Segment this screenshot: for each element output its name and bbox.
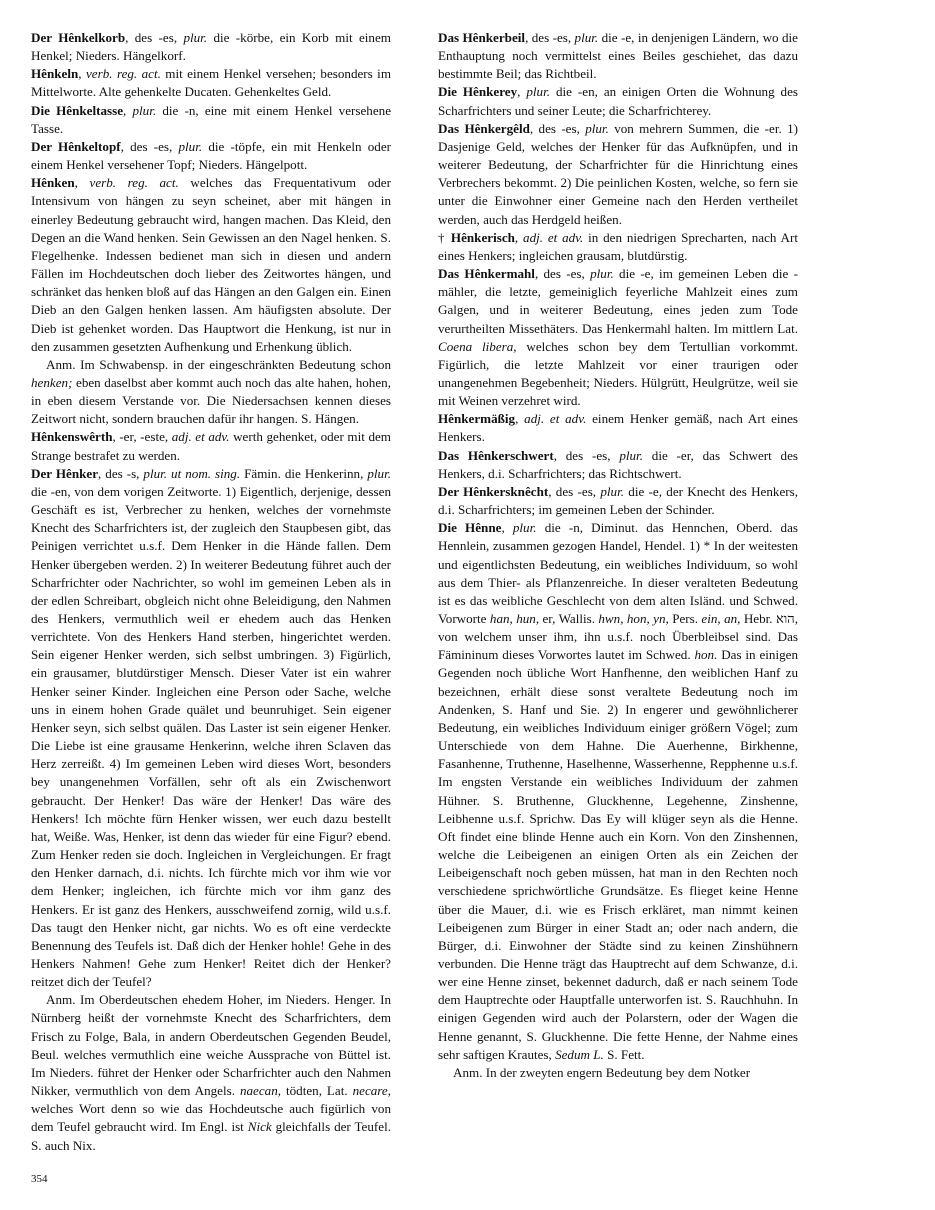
entry-text: , des -es,	[125, 30, 184, 45]
entry-text: von mehrern Summen, die -er. 1) Dasjenige Geld, welches der Henker für das Aufknüpfen, und in weiterer Bedeutung, der Scharfrichter für die Hinrichtung eines Verbrechers bekommt. 2) Die peinlichen Kosten, welche, so fern sie unter die Einwohner einer Gemeine nach den Herden vertheilet werden, auch das Herdgeld heißen.	[438, 120, 798, 227]
entry-headword: Das Hênkerbeil	[438, 30, 526, 45]
italic-term: adj. et adv.	[171, 429, 230, 445]
entry-text: ,	[78, 66, 86, 82]
page-number: 354	[31, 1173, 48, 1185]
italic-term: plur.	[178, 138, 203, 154]
dictionary-entry	[438, 265, 798, 410]
dictionary-entry	[438, 483, 798, 519]
italic-term: Coena libera,	[438, 338, 517, 354]
right-column	[438, 29, 798, 1082]
dictionary-entry	[438, 29, 798, 83]
entry-text: Anm. In der zweyten engern Bedeutung bey dem Notker	[453, 1064, 751, 1080]
entry-headword: Der Hênkersknêcht	[438, 483, 549, 499]
entry-text: ,	[515, 411, 525, 427]
entry-headword: Die Hênkeltasse	[31, 102, 124, 118]
italic-term: plur.	[619, 447, 643, 463]
italic-term: henken;	[31, 374, 73, 390]
entry-headword: Hênkerisch	[450, 229, 515, 245]
entry-headword: Hênken	[31, 175, 75, 191]
dictionary-entry	[438, 229, 798, 265]
italic-term: plur. ut nom. sing.	[143, 465, 241, 481]
italic-term: verb. reg. act.	[89, 175, 179, 191]
entry-headword: Der Hênkelkorb	[31, 30, 126, 45]
italic-term: Nick	[247, 1119, 272, 1135]
entry-headword: Die Hênkerey	[438, 84, 518, 100]
entry-text: in den niedrigen Sprecharten, nach Art eines Henkers; ingleichen grausam, blutdürstig.	[438, 229, 798, 263]
italic-term: necare,	[352, 1083, 392, 1099]
left-column	[31, 29, 391, 1155]
entry-text: Hebr. הוא, von welchem unser ihm, ihn u.s.f. noch Überbleibsel sind. Das Fämininum dieses Vorwortes lautet im Schwed.	[438, 611, 798, 663]
entry-text: welches das Frequentativum oder Intensivum von hängen zu seyn scheinet, aber mit hängen in einerley Bedeutung gebraucht wird, hangen machen. Das Kleid, den Degen an die Wand henken. Sein Gewissen an den Nagel henken. S. Flegelhenke. Indessen bedienet man sich in diesen und andern Fällen im Hochdeutschen doch lieber des Zeitwortes hängen, und schränket das henken bloß auf das Hängen an den Galgen ein. Einen Dieb an den Galgen henken lassen. Am häufigsten absolute. Der Dieb ist gehenket worden. Das Hauptwort die Henkung, ist nur in den zusammen gesetzten Aufhenkung und Erhenkung üblich.	[31, 175, 391, 354]
italic-term: plur.	[512, 520, 537, 536]
dictionary-entry	[438, 447, 798, 483]
dictionary-entry	[438, 120, 798, 229]
entry-text: welches Wort denn so wie das Hochdeutsche auch figürlich von dem Teufel gebraucht wird. Im Engl. ist	[31, 1101, 391, 1135]
entry-text: , des -s,	[98, 465, 144, 481]
entry-text: die -er, das Schwert des Henkers, d.i. Scharfrichters; das Richtschwert.	[438, 447, 798, 481]
entry-headword: Hênkeln	[31, 66, 79, 82]
dictionary-entry	[31, 465, 391, 992]
dictionary-entry	[31, 138, 391, 174]
entry-text: mit einem Henkel versehen; besonders im Mittelworte. Alte gehenkelte Ducaten. Gehenkeltes Geld.	[31, 66, 392, 100]
dictionary-entry	[31, 428, 391, 464]
italic-term: adj. et adv.	[524, 411, 587, 427]
italic-term: han, hun,	[489, 611, 540, 626]
entry-headword: Das Hênkermahl	[438, 266, 535, 282]
entry-headword: Der Hênker	[31, 465, 99, 481]
entry-text: die -e, im gemeinen Leben die -mähler, die letzte, gemeiniglich feyerliche Mahlzeit eines zum Galgen, und in weiterer Bedeutung, eines jeden zum Tode verurtheilten Missethäters. Das Henkermahl halten. Im mittlern Lat.	[438, 266, 798, 336]
entry-text: die -n, Diminut. das Hennchen, Oberd. das Hennlein, zusammen gezogen Handel, Hendel. 1) * In der weitesten und eigentlichsten Bedeutung, ein weibliches Individuum, so wohl aus dem Thier- als Pflanzenreiche. In dieser veralteten Bedeutung ist es das weibliche Geschlecht von dem alten Isländ. und Schwed. Vorworte	[438, 520, 798, 626]
entry-text: Anm. Im Schwabensp. in der eingeschränkten Bedeutung schon	[46, 356, 391, 372]
dictionary-entry	[31, 65, 391, 101]
entry-text: , des -es,	[553, 447, 620, 463]
entry-text: S. Fett.	[603, 1046, 645, 1062]
entry-text: , des -es,	[529, 120, 586, 136]
entry-text: eben daselbst aber kommt auch noch das alte hahen, hohen, in eben diesem Verstande vor. Die Niedersachsen kennen dieses Zeitwort nicht, sondern brauchen dafür ihr hangen. S. Hängen.	[31, 374, 391, 427]
entry-text: einem Henker gemäß, nach Art eines Henkers.	[438, 411, 799, 445]
entry-text: die -en, von dem vorigen Zeitworte. 1) Eigentlich, derjenige, dessen Geschäft es ist, Verbrecher zu henken, welches der vornehmste Knecht des Scharfrichters ist, der zugleich den Staupbesen gibt, das Peinigen verrichtet u.s.f. Dem Henker in die Hände fallen. Dem Henker übergeben werden. 2) In weiterer Bedeutung führet auch der Scharfrichter oder Nachrichter, so wohl im gemeinen Leben als in der edlen Schreibart, obgleich nicht ohne Beleidigung, den Nahmen des Henkers, vermuthlich weil er ehedem auch das Henken verrichtete. Von des Henkers Hand sterben, hingerichtet werden. Sein eigener Henker werden, sich selbst umbringen. 3) Figürlich, ein grausamer, blutdürstiger Mensch. Dieser Vater ist ein wahrer Henker seiner Kinder. Ingleichen eine Person oder Sache, welche uns in einem hohen Grade quälet und beunruhiget. Sein eigener Henker seyn, sich selbst quälen. Das Laster ist sein eigener Henker. Die Liebe ist eine grausame Henkerinn, welche ihren Sclaven das Herz zerreißt. 4) Im gemeinen Leben wird dieses Wort, besonders bey unangenehmen Vorfällen, sehr oft als ein Zwischenwort gebraucht. Der Henker! Das wäre der Henker! Das wäre des Henkers! Ich möchte fürn Henker wissen, wer euch dazu bestellt hat, Weiße. Was, Henker, ist denn das wieder für eine Figur? ebend. Zum Henker reden sie doch. Ingleichen in Vergleichungen. Er fragt den Henker darnach, d.i. nichts. Ich fürchte mich vor ihm wie vor dem Henker; ingleichen, ich fürchte mich vor ihm ganz des Henkers. Er ist ganz des Henkers, ausschweifend zornig, wild u.s.f. Das taugt den Henker nicht, gar nichts. Wo es oft eine verdeckte Benennung des Teufels ist. Daß dich der Henker hohle! Gehe in des Henkers Nahmen! Gehe zum Henker! Reitet dich der Henker? reitzet dich der Teufel?	[31, 483, 391, 990]
italic-term: naecan,	[239, 1083, 282, 1099]
entry-text: , des -es,	[548, 483, 601, 499]
italic-term: plur.	[590, 266, 614, 282]
entry-headword: Das Hênkerschwert	[438, 447, 554, 463]
entry-text: welches schon bey dem Tertullian vorkommt. Figürlich, die letzte Mahlzeit vor einer traurigen oder unangenehmen Begebenheit; Nieders. Hülgrütt, Heulgrütze, weil sie mit Weinen verzehret wird.	[438, 338, 798, 409]
entry-text: , -er, -este,	[112, 429, 172, 445]
entry-headword: Die Hênne	[438, 520, 502, 536]
entry-text: , des -es,	[534, 266, 591, 282]
entry-headword: Hênkenswêrth	[31, 429, 113, 445]
italic-term: ein, an,	[701, 611, 741, 626]
dictionary-entry	[438, 83, 798, 119]
entry-text: Fämin. die Henkerinn,	[240, 465, 368, 481]
entry-text: Das in einigen Gegenden noch übliche Wort Hanfhenne, den weiblichen Hanf zu bezeichnen, erhält diese sonst veraltete Bedeutung noch im Andenken, S. Hanf und Sie. 2) In engerer und gewöhnlicherer Bedeutung, ein weibliches Individuum einiger größern Vögel; zum Unterschiede von dem Hahne. Die Auerhenne, Birkhenne, Fasanhenne, Truthenne, Haselhenne, Wasserhenne, Repphenne u.s.f. Im engsten Verstande ein weibliches Individuum der zahmen Hühner. S. Bruthenne, Gluckhenne, Legehenne, Zinshenne, Leibhenne u.s.f. Sprichw. Das Ey will klüger seyn als die Henne. Oft findet eine blinde Henne auch ein Korn. Von den Zinshennen, welche die Leibeigenen an einigen Orten als ein Zeichen der Leibeigenschaft noch geben müssen, hat man in den Rechten noch verschiedene sprichwörtliche Grundsätze. Es flieget keine Henne über die Mauer, d.i. wie es Frisch erkläret, man nimmt keinen Leibeigenen zum Bürger in einer Stadt an; oder nach andern, die Bürger, d.i. Einwohner der Städte sind zu keinen Zinshühnern verbunden. Die Henne trägt das Hauptrecht auf dem Schwanze, d.i. wer eine Henne zinset, bekennet dadurch, daß er nach seinem Tode dem Hauptrechte oder Hauptfalle unterworfen ist. S. Rauchhuhn. In einigen Gegenden wird auch der Polarstern, oder der Wagen die Henne genannt, S. Gluckhenne. Die fette Henne, der Nahme eines sehr saftigen Krautes,	[438, 647, 798, 1062]
entry-headword: Das Hênkergêld	[438, 120, 530, 136]
dictionary-entry	[438, 519, 798, 1064]
entry-text: die -n, eine mit einem Henkel versehene Tasse.	[31, 102, 392, 136]
entry-headword: Hênkermäßig	[438, 411, 516, 427]
dictionary-entry	[31, 174, 391, 356]
italic-term: hwn, hon, yn,	[598, 611, 669, 626]
entry-text: werth gehenket, oder mit dem Strange bestrafet zu werden.	[31, 429, 391, 463]
italic-term: plur.	[600, 483, 624, 499]
entry-text: , des -es,	[525, 30, 575, 45]
annotation-paragraph	[31, 991, 391, 1154]
italic-term: plur.	[585, 120, 609, 136]
entry-text: Pers.	[668, 611, 702, 626]
entry-text: die -e, der Knecht des Henkers, d.i. Scharfrichters; im gemeinen Leben der Schinder.	[438, 483, 798, 518]
entry-text: ,	[74, 175, 90, 191]
dictionary-entry	[31, 29, 391, 65]
annotation-paragraph	[438, 1064, 798, 1082]
entry-headword: Der Hênkeltopf	[31, 138, 121, 154]
entry-text: tödten, Lat.	[281, 1083, 353, 1099]
italic-term: hon.	[694, 647, 718, 663]
entry-text: Anm. Im Oberdeutschen ehedem Hoher, im Nieders. Henger. In Nürnberg heißt der vornehmste Knecht des Scharfrichters, dem Frisch zu Folge, Bala, in andern Oberdeutschen Gegenden Beudel, Beul. welches vermuthlich eine weiche Aussprache von Büttel ist. Im Nieders. führet der Henker oder Scharfrichter auch den Nahmen Nikker, vermuthlich von dem Angels.	[31, 992, 391, 1099]
entry-text: die -en, an einigen Orten die Wohnung des Scharfrichters und seiner Leute; die Scharfrichterey.	[438, 84, 798, 118]
entry-text: †	[438, 229, 451, 245]
italic-term: plur.	[574, 30, 599, 45]
italic-term: adj. et adv.	[523, 229, 584, 245]
entry-text: ,	[517, 84, 527, 100]
entry-text: die -körbe, ein Korb mit einem Henkel; Nieders. Hängelkorf.	[31, 30, 391, 64]
entry-text: ,	[501, 520, 513, 536]
dictionary-entry	[438, 410, 798, 446]
italic-term: plur.	[183, 30, 208, 45]
dictionary-entry	[31, 102, 391, 138]
entry-text: , des -es,	[120, 138, 179, 154]
entry-text: ,	[123, 102, 133, 118]
entry-text: er, Wallis.	[539, 611, 599, 626]
entry-text: die -e, in denjenigen Ländern, wo die Enthauptung noch vermittelst eines Beiles geschiehet, das dazu bestimmte Beil; das Richtbeil.	[438, 30, 798, 82]
entry-text: die -töpfe, ein mit Henkeln oder einem Henkel versehener Topf; Nieders. Hängelpott.	[31, 138, 391, 173]
entry-text: gleichfalls der Teufel. S. auch Nix.	[31, 1119, 391, 1153]
italic-term: verb. reg. act.	[86, 66, 161, 82]
entry-text: ,	[514, 229, 524, 245]
italic-term: Sedum L.	[555, 1046, 604, 1062]
italic-term: plur.	[132, 102, 157, 118]
annotation-paragraph	[31, 356, 391, 429]
italic-term: plur.	[526, 84, 551, 100]
italic-term: plur.	[367, 465, 391, 481]
